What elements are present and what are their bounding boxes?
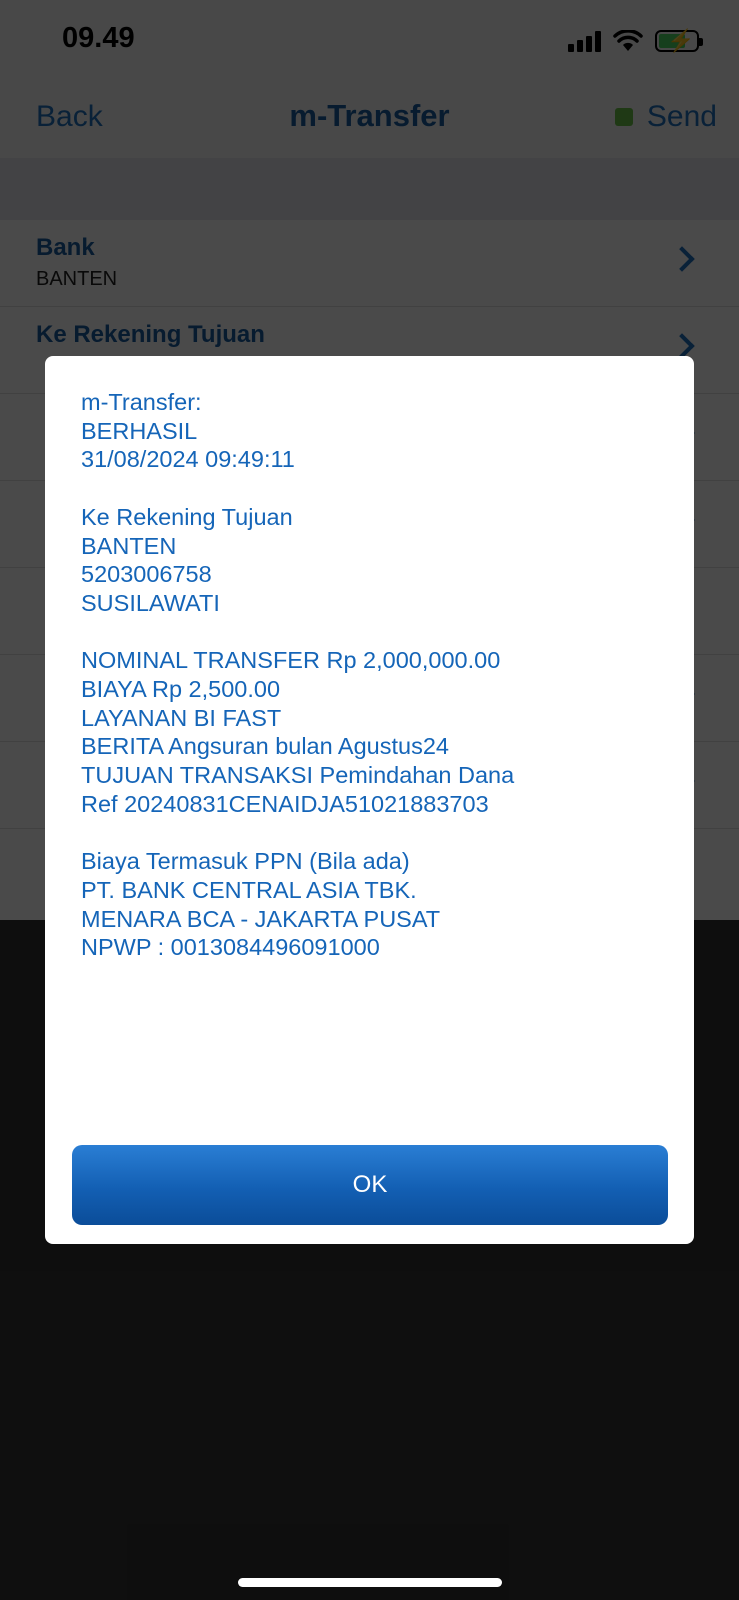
bank-npwp: NPWP : 0013084496091000: [81, 934, 380, 961]
recipient-bank: BANTEN: [81, 532, 177, 559]
recipient-name: SUSILAWATI: [81, 589, 220, 616]
bank-address: MENARA BCA - JAKARTA PUSAT: [81, 905, 441, 932]
ok-button[interactable]: OK: [72, 1145, 668, 1225]
transfer-amount: NOMINAL TRANSFER Rp 2,000,000.00: [81, 647, 501, 674]
transfer-receipt: [81, 388, 674, 962]
receipt-status: BERHASIL: [81, 417, 198, 444]
transfer-purpose: TUJUAN TRANSAKSI Pemindahan Dana: [81, 762, 515, 789]
home-indicator[interactable]: [238, 1578, 502, 1587]
transfer-fee: BIAYA Rp 2,500.00: [81, 676, 281, 702]
transfer-success-dialog: [45, 356, 694, 1244]
transfer-message: BERITA Angsuran bulan Agustus24: [81, 733, 449, 760]
bank-name: PT. BANK CENTRAL ASIA TBK.: [81, 876, 417, 903]
recipient-account-number: 5203006758: [81, 561, 212, 588]
transfer-reference: Ref 20240831CENAIDJA51021883703: [81, 790, 489, 817]
recipient-heading: Ke Rekening Tujuan: [81, 503, 293, 530]
receipt-title: m-Transfer:: [81, 389, 202, 415]
transfer-service: LAYANAN BI FAST: [81, 704, 282, 731]
receipt-timestamp: 31/08/2024 09:49:11: [81, 446, 295, 473]
tax-note: Biaya Termasuk PPN (Bila ada): [81, 848, 410, 875]
